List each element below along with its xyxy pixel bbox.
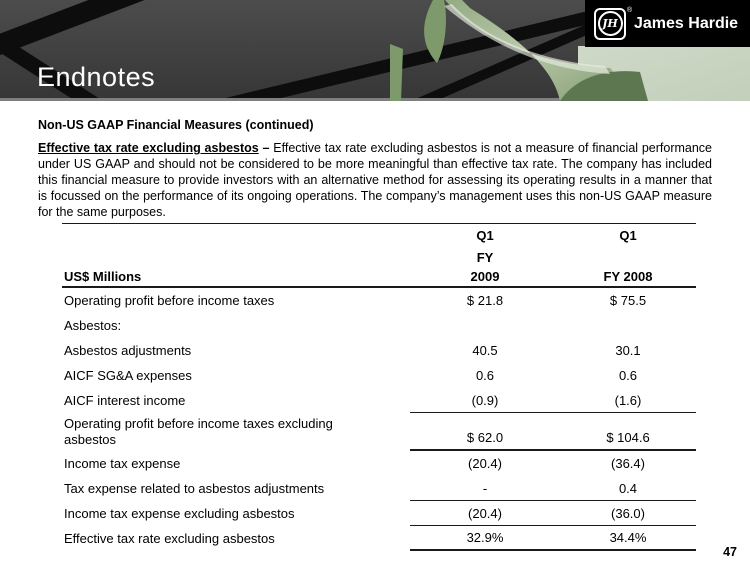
table-row: Income tax expense (20.4) (36.4) xyxy=(64,456,645,471)
col-fy2008-label: FY 2008 xyxy=(603,269,653,284)
table-row: Income tax expense excluding asbestos (20.4) (36.0) xyxy=(62,501,696,526)
definition-paragraph xyxy=(38,140,712,220)
jh-monogram-icon: JH xyxy=(594,8,626,40)
paragraph-text: Effective tax rate excluding asbestos is not a measure of financial performance under US GAAP and should not be considered to be more meaningful than effective tax rate. The company has included this financial measure to provide investors with an alternative method for assessing its operating results in a manner that is focussed on the performance of its ongoing operations. The company’s management uses this non-US GAAP measure for the same purposes. xyxy=(38,141,713,219)
table-row: Asbestos: xyxy=(64,318,122,333)
slide-body xyxy=(0,101,750,551)
col-fy2009-fy: FY xyxy=(476,250,494,265)
financial-table xyxy=(62,223,696,551)
registered-mark: ® xyxy=(627,7,633,14)
unit-label: US$ Millions xyxy=(64,269,142,284)
table-row: Effective tax rate excluding asbestos 32.9% 34.4% xyxy=(62,526,696,551)
table-header xyxy=(62,224,696,288)
header-bottom-divider xyxy=(0,98,578,101)
paragraph-lead-term: Effective tax rate excluding asbestos xyxy=(38,141,259,155)
table-row: Asbestos adjustments 40.5 30.1 xyxy=(64,343,641,358)
table-row: AICF interest income (0.9) (1.6) xyxy=(62,388,696,413)
paragraph-dash: – xyxy=(262,141,270,155)
col-q1-fy2009-quarter: Q1 xyxy=(476,227,494,243)
col-q1-fy2008-quarter: Q1 xyxy=(619,227,637,243)
table-row: Tax expense related to asbestos adjustments - 0.4 xyxy=(62,476,696,501)
col-fy2009-year: 2009 xyxy=(470,269,500,284)
page-number: 47 xyxy=(723,545,737,559)
table-row: Operating profit before income taxes $ 21.8 $ 75.5 xyxy=(64,293,647,308)
section-heading: Non-US GAAP Financial Measures (continued) xyxy=(38,118,314,132)
table-row: AICF SG&A expenses 0.6 0.6 xyxy=(64,368,638,383)
slide-header xyxy=(0,0,750,101)
page-title: Endnotes xyxy=(37,62,156,92)
logo-wordmark: James Hardie xyxy=(634,14,739,32)
james-hardie-logo xyxy=(585,0,750,47)
table-row: Operating profit before income taxes excluding asbestos $ 62.0 $ 104.6 xyxy=(62,413,696,451)
